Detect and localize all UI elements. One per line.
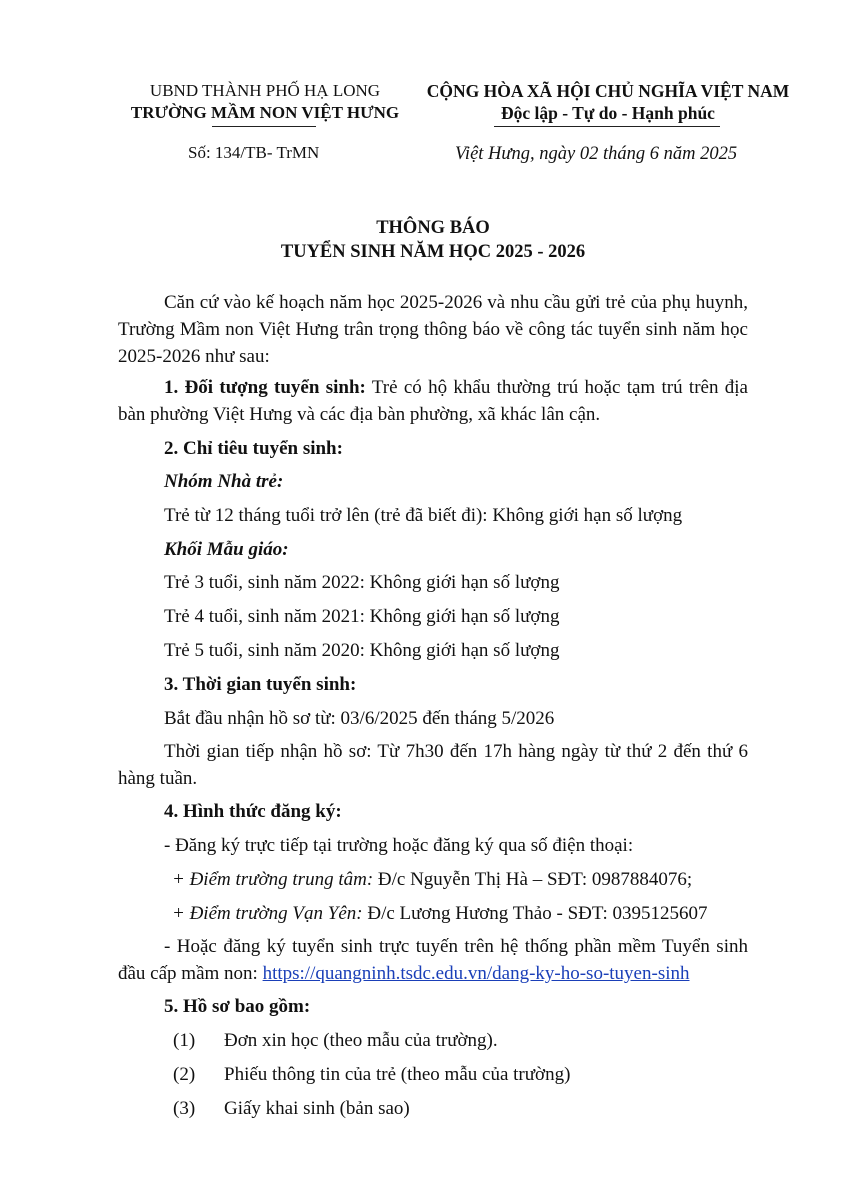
kindergarten-item-2: Trẻ 4 tuổi, sinh năm 2021: Không giới hạn số lượng bbox=[164, 606, 560, 627]
site-central bbox=[172, 867, 692, 893]
motto-underline bbox=[494, 126, 720, 127]
section-1-text: Trẻ có hộ khẩu thường trú hoặc tạm trú trên địa bàn phường Việt Hưng và các địa bàn phường, xã khác lân cận. bbox=[118, 377, 748, 425]
header-right bbox=[418, 80, 798, 124]
nursery-group-title: Nhóm Nhà trẻ: bbox=[164, 471, 284, 492]
place-date: Việt Hưng, ngày 02 tháng 6 năm 2025 bbox=[455, 144, 738, 164]
header-left bbox=[110, 80, 420, 124]
site-van-yen-contact: Đ/c Lương Hương Thảo - SĐT: 0395125607 bbox=[362, 903, 708, 924]
section-3-heading: 3. Thời gian tuyển sinh: bbox=[164, 674, 357, 695]
school-underline bbox=[212, 126, 316, 127]
kindergarten-item-3: Trẻ 5 tuổi, sinh năm 2020: Không giới hạn số lượng bbox=[164, 640, 560, 661]
intro-paragraph: Căn cứ vào kế hoạch năm học 2025-2026 và nhu cầu gửi trẻ của phụ huynh, Trường Mầm non Việt Hưng trân trọng thông báo về công tác tuyển sinh năm học 2025-2026 như sau: bbox=[118, 292, 748, 367]
national-motto: Độc lập - Tự do - Hạnh phúc bbox=[501, 103, 715, 123]
school-name: TRƯỜNG MẦM NON VIỆT HƯNG bbox=[130, 103, 400, 122]
country-name: CỘNG HÒA XÃ HỘI CHỦ NGHĨA VIỆT NAM bbox=[426, 81, 790, 101]
document-item-number-1: (1) bbox=[173, 1030, 196, 1051]
site-van-yen bbox=[172, 901, 708, 927]
section-1-heading: 1. Đối tượng tuyển sinh: bbox=[164, 377, 366, 398]
issuing-authority: UBND THÀNH PHỐ HẠ LONG bbox=[149, 81, 381, 100]
section-5-heading: 5. Hồ sơ bao gồm: bbox=[164, 996, 311, 1017]
online-registration-text: - Hoặc đăng ký tuyển sinh trực tuyến trên hệ thống phần mềm Tuyển sinh đầu cấp mầm non: bbox=[118, 936, 748, 984]
kindergarten-item-1: Trẻ 3 tuổi, sinh năm 2022: Không giới hạn số lượng bbox=[164, 572, 560, 593]
reception-hours: Thời gian tiếp nhận hồ sơ: Từ 7h30 đến 17h hàng ngày từ thứ 2 đến thứ 6 hàng tuần. bbox=[118, 741, 748, 789]
site-van-yen-label: + Điểm trường Vạn Yên: bbox=[172, 903, 363, 924]
document-item-2: Phiếu thông tin của trẻ (theo mẫu của trường) bbox=[224, 1064, 571, 1085]
document-item-number-3: (3) bbox=[173, 1098, 196, 1119]
site-central-label: + Điểm trường trung tâm: bbox=[172, 869, 374, 890]
nursery-group-item: Trẻ từ 12 tháng tuổi trở lên (trẻ đã biết đi): Không giới hạn số lượng bbox=[164, 505, 683, 526]
enrollment-start: Bắt đầu nhận hồ sơ từ: 03/6/2025 đến tháng 5/2026 bbox=[164, 708, 555, 729]
registration-link[interactable]: https://quangninh.tsdc.edu.vn/dang-ky-ho-so-tuyen-sinh bbox=[262, 963, 690, 984]
title-line-2: TUYỂN SINH NĂM HỌC 2025 - 2026 bbox=[280, 242, 586, 262]
section-1 bbox=[118, 374, 748, 428]
direct-registration: - Đăng ký trực tiếp tại trường hoặc đăng ký qua số điện thoại: bbox=[164, 835, 634, 856]
online-registration bbox=[118, 933, 748, 987]
notice-title bbox=[118, 216, 748, 264]
section-4-heading: 4. Hình thức đăng ký: bbox=[164, 801, 342, 822]
document-item-3: Giấy khai sinh (bản sao) bbox=[224, 1098, 410, 1119]
document-item-number-2: (2) bbox=[173, 1064, 196, 1085]
document-item-1: Đơn xin học (theo mẫu của trường). bbox=[224, 1030, 498, 1051]
site-central-contact: Đ/c Nguyễn Thị Hà – SĐT: 0987884076; bbox=[373, 869, 693, 890]
document-number: Số: 134/TB- TrMN bbox=[188, 143, 320, 162]
section-2-heading: 2. Chỉ tiêu tuyển sinh: bbox=[164, 438, 343, 459]
title-line-1: THÔNG BÁO bbox=[376, 218, 490, 238]
kindergarten-title: Khối Mẫu giáo: bbox=[164, 539, 289, 560]
